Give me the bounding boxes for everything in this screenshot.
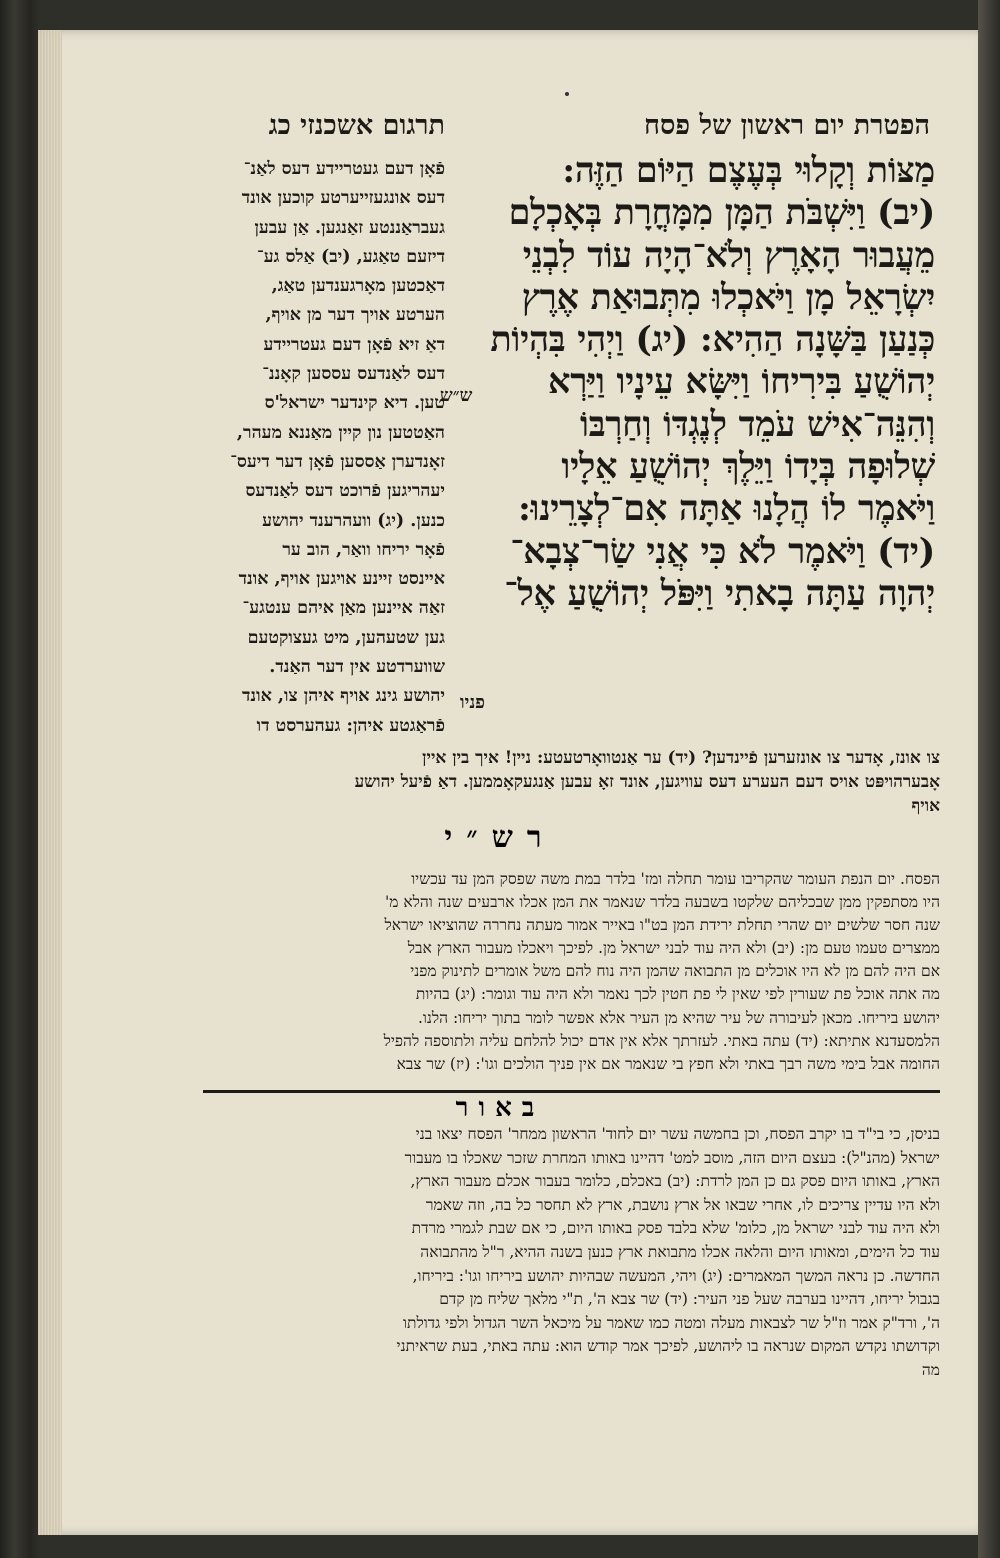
targum-line: איינסט זיינע אויגען אויף, אונד bbox=[238, 569, 445, 590]
biur-heading: באור bbox=[455, 1093, 545, 1123]
targum-line: יעהריגען פֿרוכט דעס לאַנדעס bbox=[245, 481, 445, 502]
hebrew-line: יְהוָה עַתָּה בָאתִי וַיִּפֹּל יְהוֹשֻׁעַ אֶל־ bbox=[504, 572, 935, 614]
rashi-line: מה אתה אוכל פת שעורין לפי שאין לי פת חטין לכך נאמר ולא היה עוד וגומר: (יג) בהיות bbox=[415, 985, 940, 1004]
continuation-line: אָבערהויפּט אויס דעם העערע דעס עוויגען, אונד זאָ עבען אַנגעקאָממען. דאַ פֿיעל יהושע bbox=[354, 772, 940, 792]
targum-line: דאַ זיא פֿאָן דעם געטריידע bbox=[263, 334, 445, 355]
book-cover-edge bbox=[978, 0, 1000, 1558]
hebrew-line: כְּנַעַן בַּשָּׁנָה הַהִיא: (יג) וַיְהִי בִּהְיוֹת bbox=[490, 319, 935, 361]
marginal-note: ש״ש bbox=[440, 385, 473, 406]
biur-line: מה bbox=[921, 1360, 940, 1379]
rashi-heading: רש״י bbox=[444, 820, 556, 855]
page-gutter bbox=[38, 30, 62, 1535]
biur-line: ישראל (מהנ"ל): בעצם היום הזה, מוסב למט' דהיינו באותו המחרת שזכר שאכלו בו מעבור bbox=[404, 1148, 940, 1167]
ink-dot bbox=[565, 92, 569, 96]
rashi-line: שנה חסר שלשים יום שהרי תחלת ירידת המן בט"ו באייר אמור מעתה נחררה שהוציאו ישראל bbox=[384, 916, 940, 935]
targum-line: כנען. (יג) וועהרענד יהושע bbox=[262, 510, 445, 531]
targum-line: שווערדטע אין דער האַנד. bbox=[269, 657, 445, 678]
biur-line: החדשה. כן נראה המשך המאמרים: (יג) ויהי, המעשה שבהיות יהושע ביריחו וגו': ביריחו, bbox=[412, 1266, 940, 1285]
targum-line: דעס לאַנדעס עססען קאָננ־ bbox=[262, 364, 445, 385]
targum-continuation bbox=[205, 746, 940, 818]
targum-column bbox=[195, 155, 445, 741]
targum-line: דעס אונגעזייערטע קוכען אונד bbox=[241, 188, 445, 209]
rashi-line: הפסח. יום הנפת העומר שהקריבו עומר תחלה ומז' בלדר במת משה שפסק המן עד עכשיו bbox=[411, 870, 940, 888]
hebrew-line: מַצּוֹת וְקָלוּי בְּעֶצֶם הַיּוֹם הַזֶּה: bbox=[562, 150, 935, 191]
page-title-haftarah: הפטרת יום ראשון של פסח bbox=[644, 110, 930, 141]
biur-line: עוד כל הימים, ומאותו היום והלאה אכלו מתבואת ארץ כנען בשנה ההיא, ר"ל מהתבואה bbox=[420, 1242, 940, 1261]
continuation-line: צו אונז, אָדער צו אונזערען פֿיינדען? (יד) ער אַנטוואָרטעטע: ניין! איך בין איין bbox=[422, 748, 940, 768]
targum-line: דאַכטען מאָרגענדען טאַג, bbox=[271, 276, 445, 297]
targum-line: גען שטעהען, מיט געצוקטעם bbox=[247, 627, 445, 648]
rashi-line: החומה אבל בימי משה רבך באתי ולא חפץ בי שנאמר אם אין פניך הולכים וגו': (יז) שר צבא bbox=[396, 1054, 940, 1073]
hebrew-line: יְהוֹשֻׁעַ בִּירִיחוֹ וַיִּשָּׂא עֵינָיו וַיַּרְא bbox=[548, 361, 935, 403]
hebrew-line: יִשְׂרָאֵל מָן וַיֹּאכְלוּ מִתְּבוּאַת אֶרֶץ bbox=[521, 276, 935, 318]
hebrew-line: (יב) וַיִּשְׁבֹּת הַמָּן מִמָּחֳרָת בְּאָכְלָם bbox=[508, 192, 935, 234]
targum-line: געבראַננטע זאַנגען. אַן עבען bbox=[254, 217, 445, 238]
biur-line: ה', ורד"ק אמר וז"ל שר לצבאות מעלה ומטה כמו שאמר על מיכאל השר הגדול ולפי גדולתו bbox=[403, 1313, 940, 1332]
hebrew-line: (יד) וַיֹּאמֶר לֹא כִּי אֲנִי שַׂר־צְבָא־ bbox=[510, 530, 935, 572]
biur-commentary bbox=[203, 1123, 940, 1383]
targum-line: זאַה איינען מאַן איהם ענטגע־ bbox=[242, 598, 445, 619]
rashi-commentary bbox=[203, 868, 940, 1076]
biur-line: ולא היה עוד לבני ישראל מן, כלומ' שלא בלבד פסק באותו היום, כי אם שבת לגמרי מרדת bbox=[411, 1219, 940, 1238]
hebrew-line: וְהִנֵּה־אִישׁ עֹמֵד לְנֶגְדּוֹ וְחַרְבּוֹ bbox=[580, 403, 935, 445]
hebrew-text-block bbox=[452, 150, 935, 615]
biur-line: וקדושתו נקדש המקום שנראה בו ליהושע, לפיכך אמר קודש הוא: עתה באתי, בעת שראיתני bbox=[396, 1337, 940, 1356]
targum-line: פֿאָן דעם געטריידע דעס לאַנ־ bbox=[243, 159, 445, 179]
hebrew-line: שְׁלוּפָה בְּיָדוֹ וַיֵּלֶךְ יְהוֹשֻׁעַ אֵלָיו bbox=[561, 446, 935, 488]
targum-line: יהושע גינג אויף איהן צו, אונד bbox=[241, 686, 445, 707]
hebrew-line: וַיֹּאמֶר לוֹ הֲלָנוּ אַתָּה אִם־לְצָרֵינוּ: bbox=[517, 488, 935, 530]
biur-line: בגבול יריחו, דהיינו בערבה שעל פני העיר: (יד) שר צבא ה', ת"י מלאך שליח מן קדם bbox=[439, 1290, 940, 1309]
continuation-line: אויף bbox=[911, 796, 940, 816]
rashi-line: הלמסעדנא אתיתא: (יד) עתה באתי. לעזרתך אלא אין אדם יכול להלחם עליה ולתוספה להפיל bbox=[383, 1031, 940, 1050]
biur-line: ולא היו עדיין צריכים לו, אחרי שבאו אל ארץ נושבת, ארץ לא תחסר כל בה, וזה שאמר bbox=[425, 1195, 940, 1214]
biur-line: הארץ, באותו היום פסק גם כן המן לרדת: (יב) באכלם, כלומר בעבור אכלם מעבור הארץ, bbox=[410, 1172, 940, 1191]
rashi-line: היו מסתפקין ממן שבכליהם שלקטו בשבעה בלדר שנאמר את המן אכלו ארבעים שנה והלא מ' bbox=[384, 893, 940, 912]
targum-line: פֿאָר יריחו וואַר, הוב ער bbox=[282, 539, 445, 560]
targum-line: דיזעם טאַגע, (יב) אַלס גע־ bbox=[257, 246, 445, 267]
rashi-line: יהושע ביריחו. מכאן לעיבורה של עיר שהיא מן העיר אלא אפשר לומר בתוך יריחו: הלנו. bbox=[417, 1008, 940, 1027]
catchword: פניו bbox=[460, 692, 485, 713]
biur-line: בניסן, כי בי"ד בו יקרב הפסח, וכן בחמשה עשר יום לחוד' הראשון ממחר' הפסח יצאו בני bbox=[415, 1125, 940, 1143]
targum-line: הערטע אויך דער מן אויף, bbox=[265, 305, 445, 326]
targum-line: פֿראַגטע איהן: געהערסט דו bbox=[256, 715, 445, 736]
rashi-line: אם היה להם מן לא היו אוכלים מן התבואה שהמן היה נוח להם משל אומרים לתינוק מפני bbox=[410, 962, 940, 981]
targum-line: זאָנדערן אַססען פֿאָן דער דיעס־ bbox=[230, 451, 445, 472]
targum-line: טען. דיא קינדער ישראל'ס bbox=[264, 393, 445, 414]
rashi-line: ממצרים טעמו טעם מן: (יב) ולא היה עוד לבני ישראל מן. לפיכך ויאכלו מעבור הארץ אבל bbox=[407, 939, 940, 958]
page-title-targum: תרגום אשכנזי כג bbox=[268, 110, 445, 141]
targum-line: האַטטען נון קיין מאַננא מעהר, bbox=[236, 422, 445, 443]
hebrew-line: מֵעֲבוּר הָאָרֶץ וְלֹא־הָיָה עוֹד לִבְנֵי bbox=[522, 234, 935, 276]
